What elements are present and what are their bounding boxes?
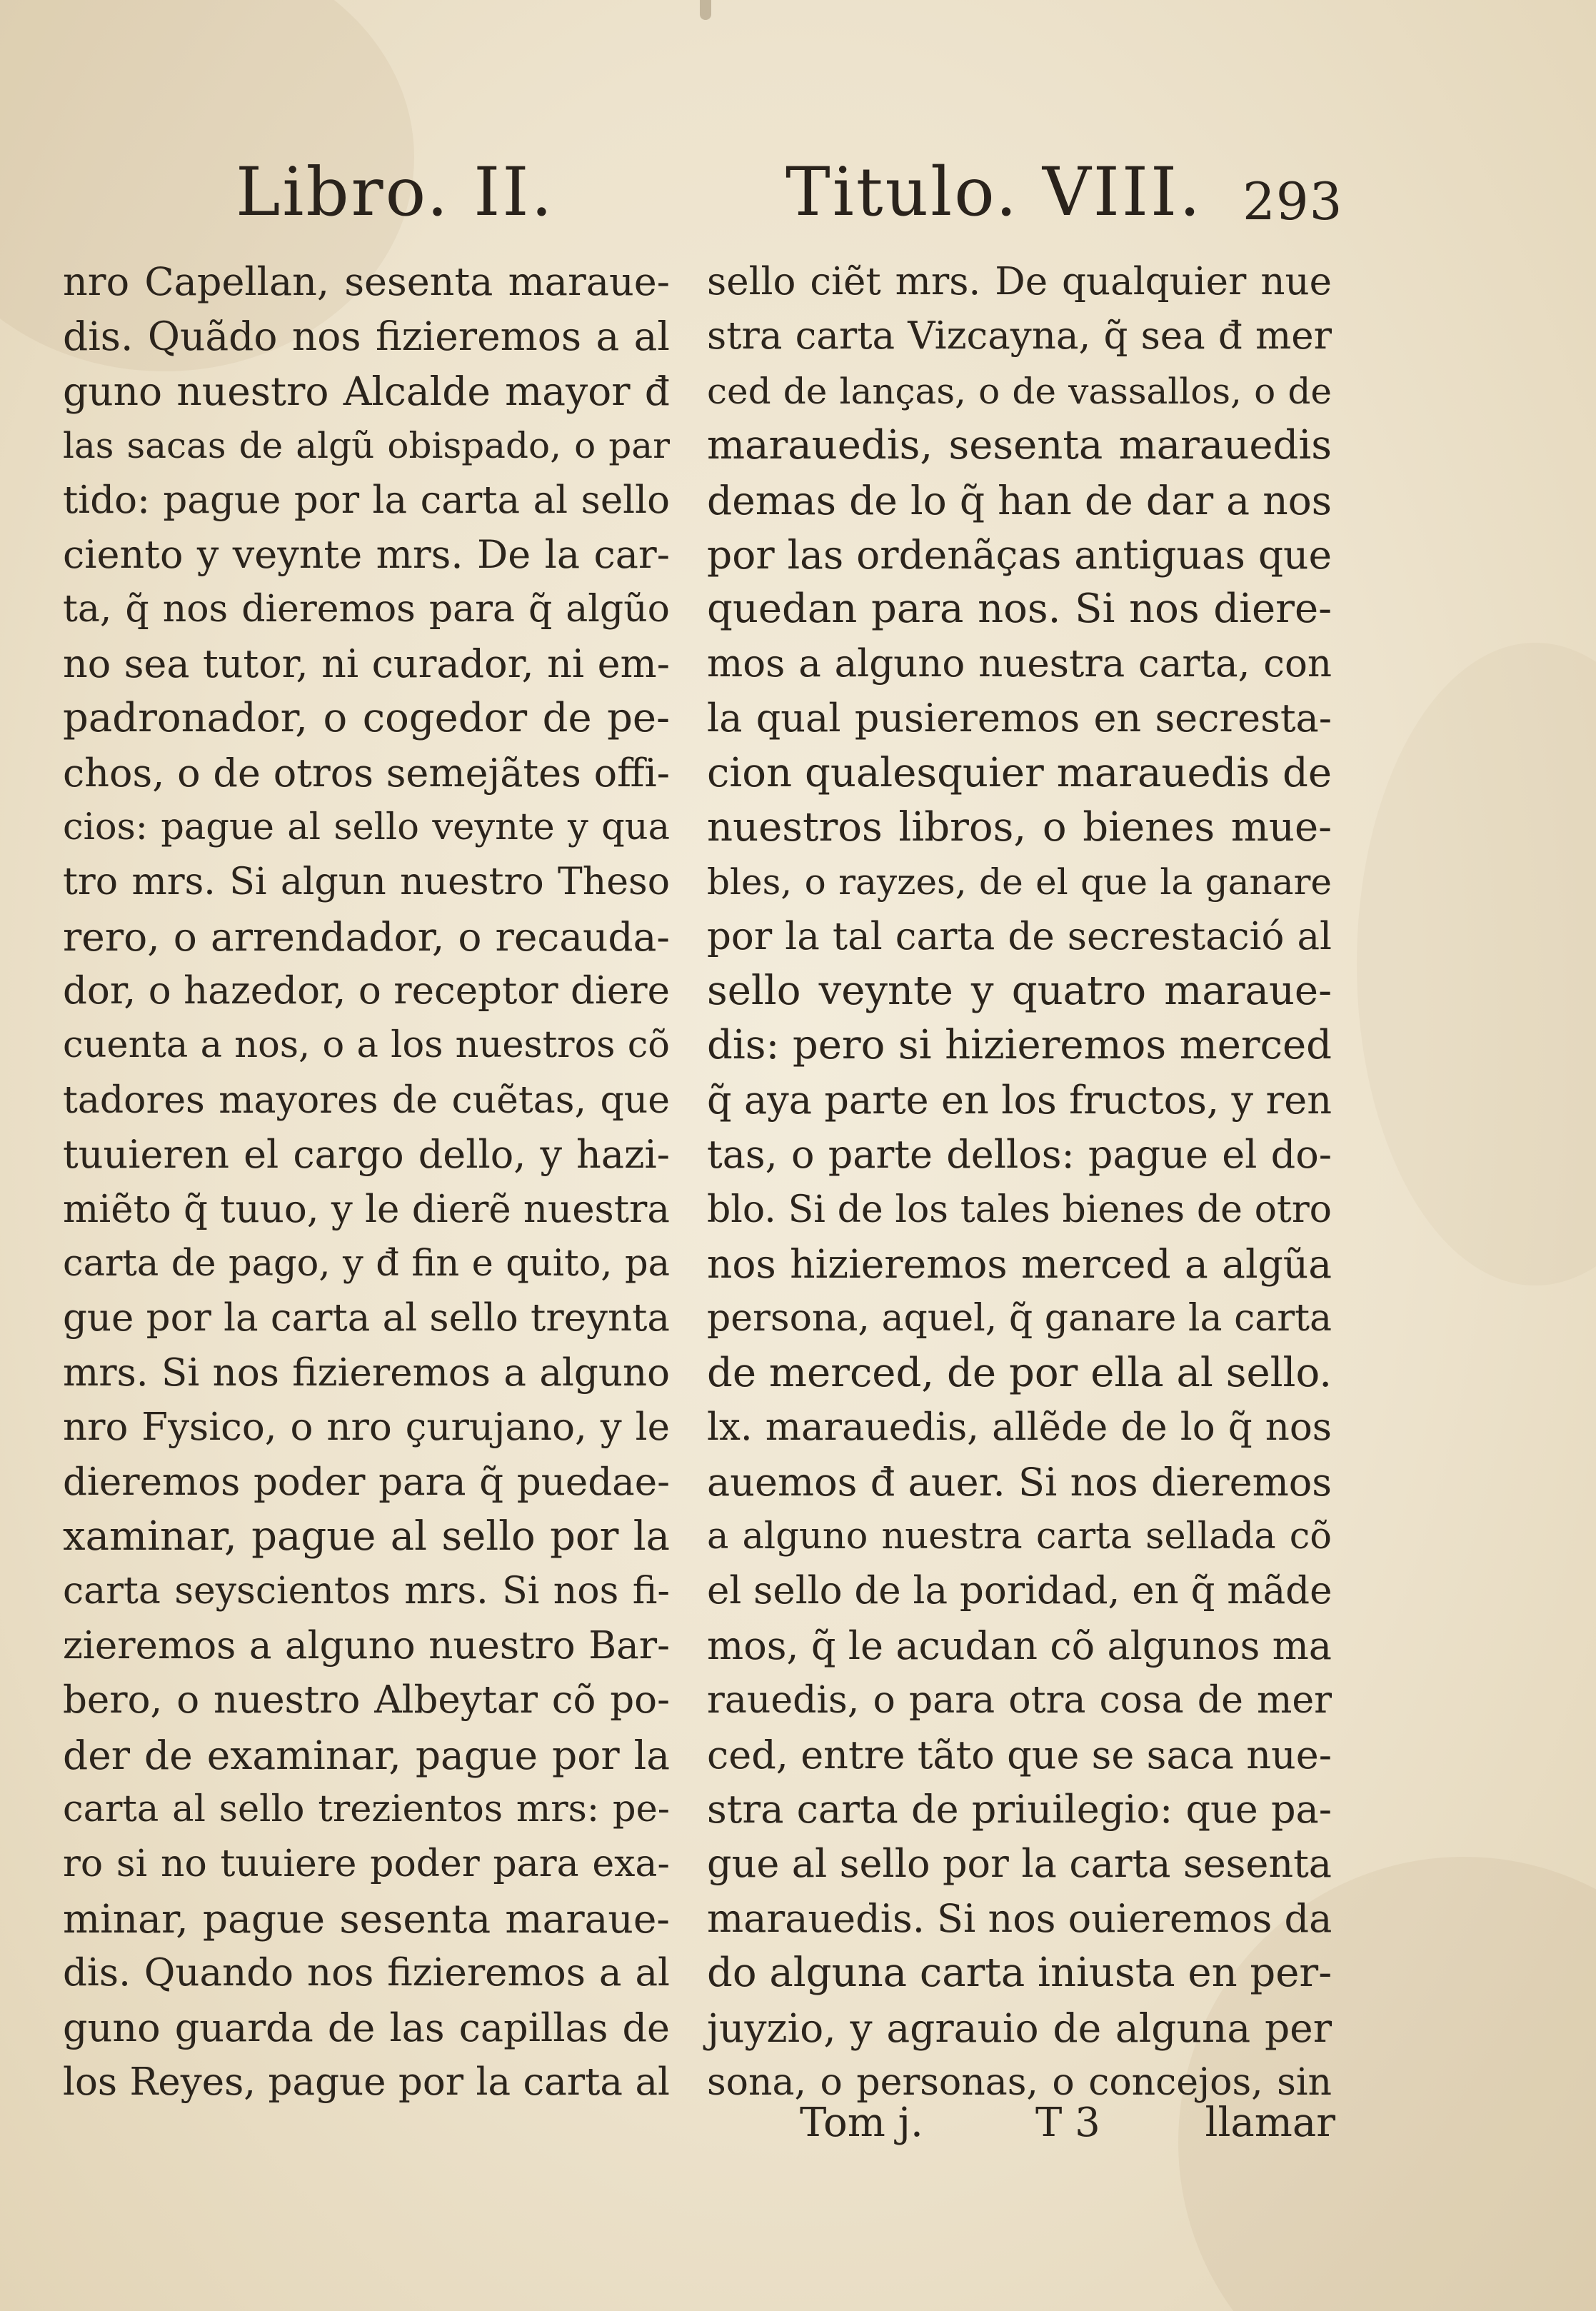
text-line: tuuieren el cargo dello, y hazi-: [63, 1132, 670, 1178]
text-line: blo. Si de los tales bienes de otro: [707, 1188, 1332, 1231]
text-line: q̃ aya parte en los fructos, y ren: [707, 1077, 1332, 1123]
running-header: [0, 154, 1596, 232]
header-book: Libro. II.: [236, 154, 555, 231]
text-line: dis: pero si hizieremos merced: [707, 1022, 1332, 1069]
text-line: persona, aquel, q̃ ganare la carta: [707, 1297, 1332, 1340]
right-column: [707, 255, 1332, 2110]
text-line: bero, o nuestro Albeytar cõ po-: [63, 1678, 670, 1723]
page-number: 293: [1243, 171, 1343, 231]
text-line: zieremos a alguno nuestro Bar-: [63, 1623, 670, 1668]
text-line: miẽto q̃ tuuo, y le dierẽ nuestra: [63, 1187, 670, 1231]
page-footer: [800, 2095, 1335, 2152]
text-line: guno guarda de las capillas de: [63, 2005, 670, 2050]
text-line: dieremos poder para q̃ puedae-: [63, 1460, 670, 1504]
text-line: marauedis. Si nos ouieremos da: [707, 1895, 1332, 1941]
text-line: carta de pago, y đ fin e quito, pa: [63, 1243, 670, 1285]
text-line: padronador, o cogedor de pe-: [63, 695, 670, 742]
text-line: carta seyscientos mrs. Si nos fi-: [63, 1570, 670, 1613]
volume-mark: Tom j.: [800, 2100, 923, 2146]
text-line: cuenta a nos, o a los nuestros cõ: [63, 1024, 670, 1067]
text-line: nro Capellan, sesenta maraue-: [63, 259, 670, 304]
text-line: dis. Quando nos fizieremos a al: [63, 1951, 670, 1995]
text-line: ced, entre tãto que se saca nue-: [707, 1732, 1332, 1778]
text-line: marauedis, sesenta marauedis: [707, 422, 1332, 469]
text-line: nro Fysico, o nro çurujano, y le: [63, 1405, 670, 1450]
text-line: bles, o rayzes, de el que la ganare: [707, 861, 1332, 903]
text-line: gue por la carta al sello treynta: [63, 1296, 670, 1340]
text-line: tas, o parte dellos: pague el do-: [707, 1132, 1332, 1178]
text-line: por la tal carta de secrestació al: [707, 914, 1332, 958]
text-line: mos a alguno nuestra carta, con: [707, 641, 1332, 686]
text-line: guno nuestro Alcalde mayor đ: [63, 368, 670, 414]
binding-mark: [700, 0, 711, 20]
text-line: rauedis, o para otra cosa de mer: [707, 1679, 1332, 1723]
text-line: juyzio, y agrauio de alguna per: [707, 2005, 1332, 2051]
text-line: carta al sello trezientos mrs: pe-: [63, 1788, 670, 1830]
header-title: Titulo. VIII.: [786, 154, 1203, 231]
text-line: tro mrs. Si algun nuestro Theso: [63, 861, 670, 904]
text-line: a alguno nuestra carta sellada cõ: [707, 1515, 1332, 1558]
text-line: mos, q̃ le acudan cõ algunos ma: [707, 1623, 1332, 1668]
text-line: stra carta de priuilegio: que pa-: [707, 1786, 1332, 1832]
text-line: la qual pusieremos en secresta-: [707, 696, 1332, 741]
text-line: gue al sello por la carta sesenta: [707, 1841, 1332, 1887]
text-line: el sello de la poridad, en q̃ mãde: [707, 1569, 1332, 1613]
text-line: los Reyes, pague por la carta al: [63, 2060, 670, 2104]
text-line: sona, o personas, o concejos, sin: [707, 2060, 1332, 2104]
text-line: sello veynte y quatro maraue-: [707, 968, 1332, 1015]
text-line: nos hizieremos merced a algũa: [707, 1241, 1332, 1288]
text-line: ciento y veynte mrs. De la car-: [63, 531, 670, 577]
text-line: minar, pague sesenta maraue-: [63, 1895, 670, 1942]
text-line: chos, o de otros semejãtes offi-: [63, 750, 670, 796]
text-line: dis. Quãdo nos fizieremos a al: [63, 314, 670, 360]
text-line: auemos đ auer. Si nos dieremos: [707, 1459, 1332, 1505]
text-line: cion qualesquier marauedis de: [707, 749, 1332, 796]
text-line: de merced, de por ella al sello.: [707, 1349, 1332, 1396]
text-line: rero, o arrendador, o recauda-: [63, 913, 670, 960]
text-line: no sea tutor, ni curador, ni em-: [63, 641, 670, 686]
signature-mark: T 3: [1035, 2100, 1100, 2146]
text-line: lx. marauedis, allẽde de lo q̃ nos: [707, 1405, 1332, 1450]
catchword: llamar: [1205, 2100, 1335, 2146]
text-line: do alguna carta iniusta en per-: [707, 1950, 1332, 1997]
text-line: quedan para nos. Si nos diere-: [707, 586, 1332, 633]
text-line: der de examinar, pague por la: [63, 1732, 670, 1778]
text-line: dor, o hazedor, o receptor diere: [63, 969, 670, 1013]
text-line: demas de lo q̃ han de dar a nos: [707, 477, 1332, 523]
paper-stain: [1357, 643, 1596, 1285]
text-line: cios: pague al sello veynte y qua: [63, 806, 670, 848]
text-line: ta, q̃ nos dieremos para q̃ algũo: [63, 588, 670, 631]
text-line: tido: pague por la carta al sello: [63, 478, 670, 522]
text-line: mrs. Si nos fizieremos a alguno: [63, 1350, 670, 1395]
text-line: ced de lanças, o de vassallos, o de: [707, 370, 1332, 412]
text-line: nuestros libros, o bienes mue-: [707, 803, 1332, 851]
text-line: sello ciẽt mrs. De qualquier nue: [707, 260, 1332, 304]
text-line: xaminar, pague al sello por la: [63, 1513, 670, 1560]
text-line: por las ordenãças antiguas que: [707, 531, 1332, 578]
text-line: ro si no tuuiere poder para exa-: [63, 1843, 670, 1886]
text-line: stra carta Vizcayna, q̃ sea đ mer: [707, 314, 1332, 359]
left-column: [63, 255, 670, 2110]
text-line: tadores mayores de cuẽtas, que: [63, 1078, 670, 1122]
text-line: las sacas de algũ obispado, o par: [63, 425, 670, 467]
